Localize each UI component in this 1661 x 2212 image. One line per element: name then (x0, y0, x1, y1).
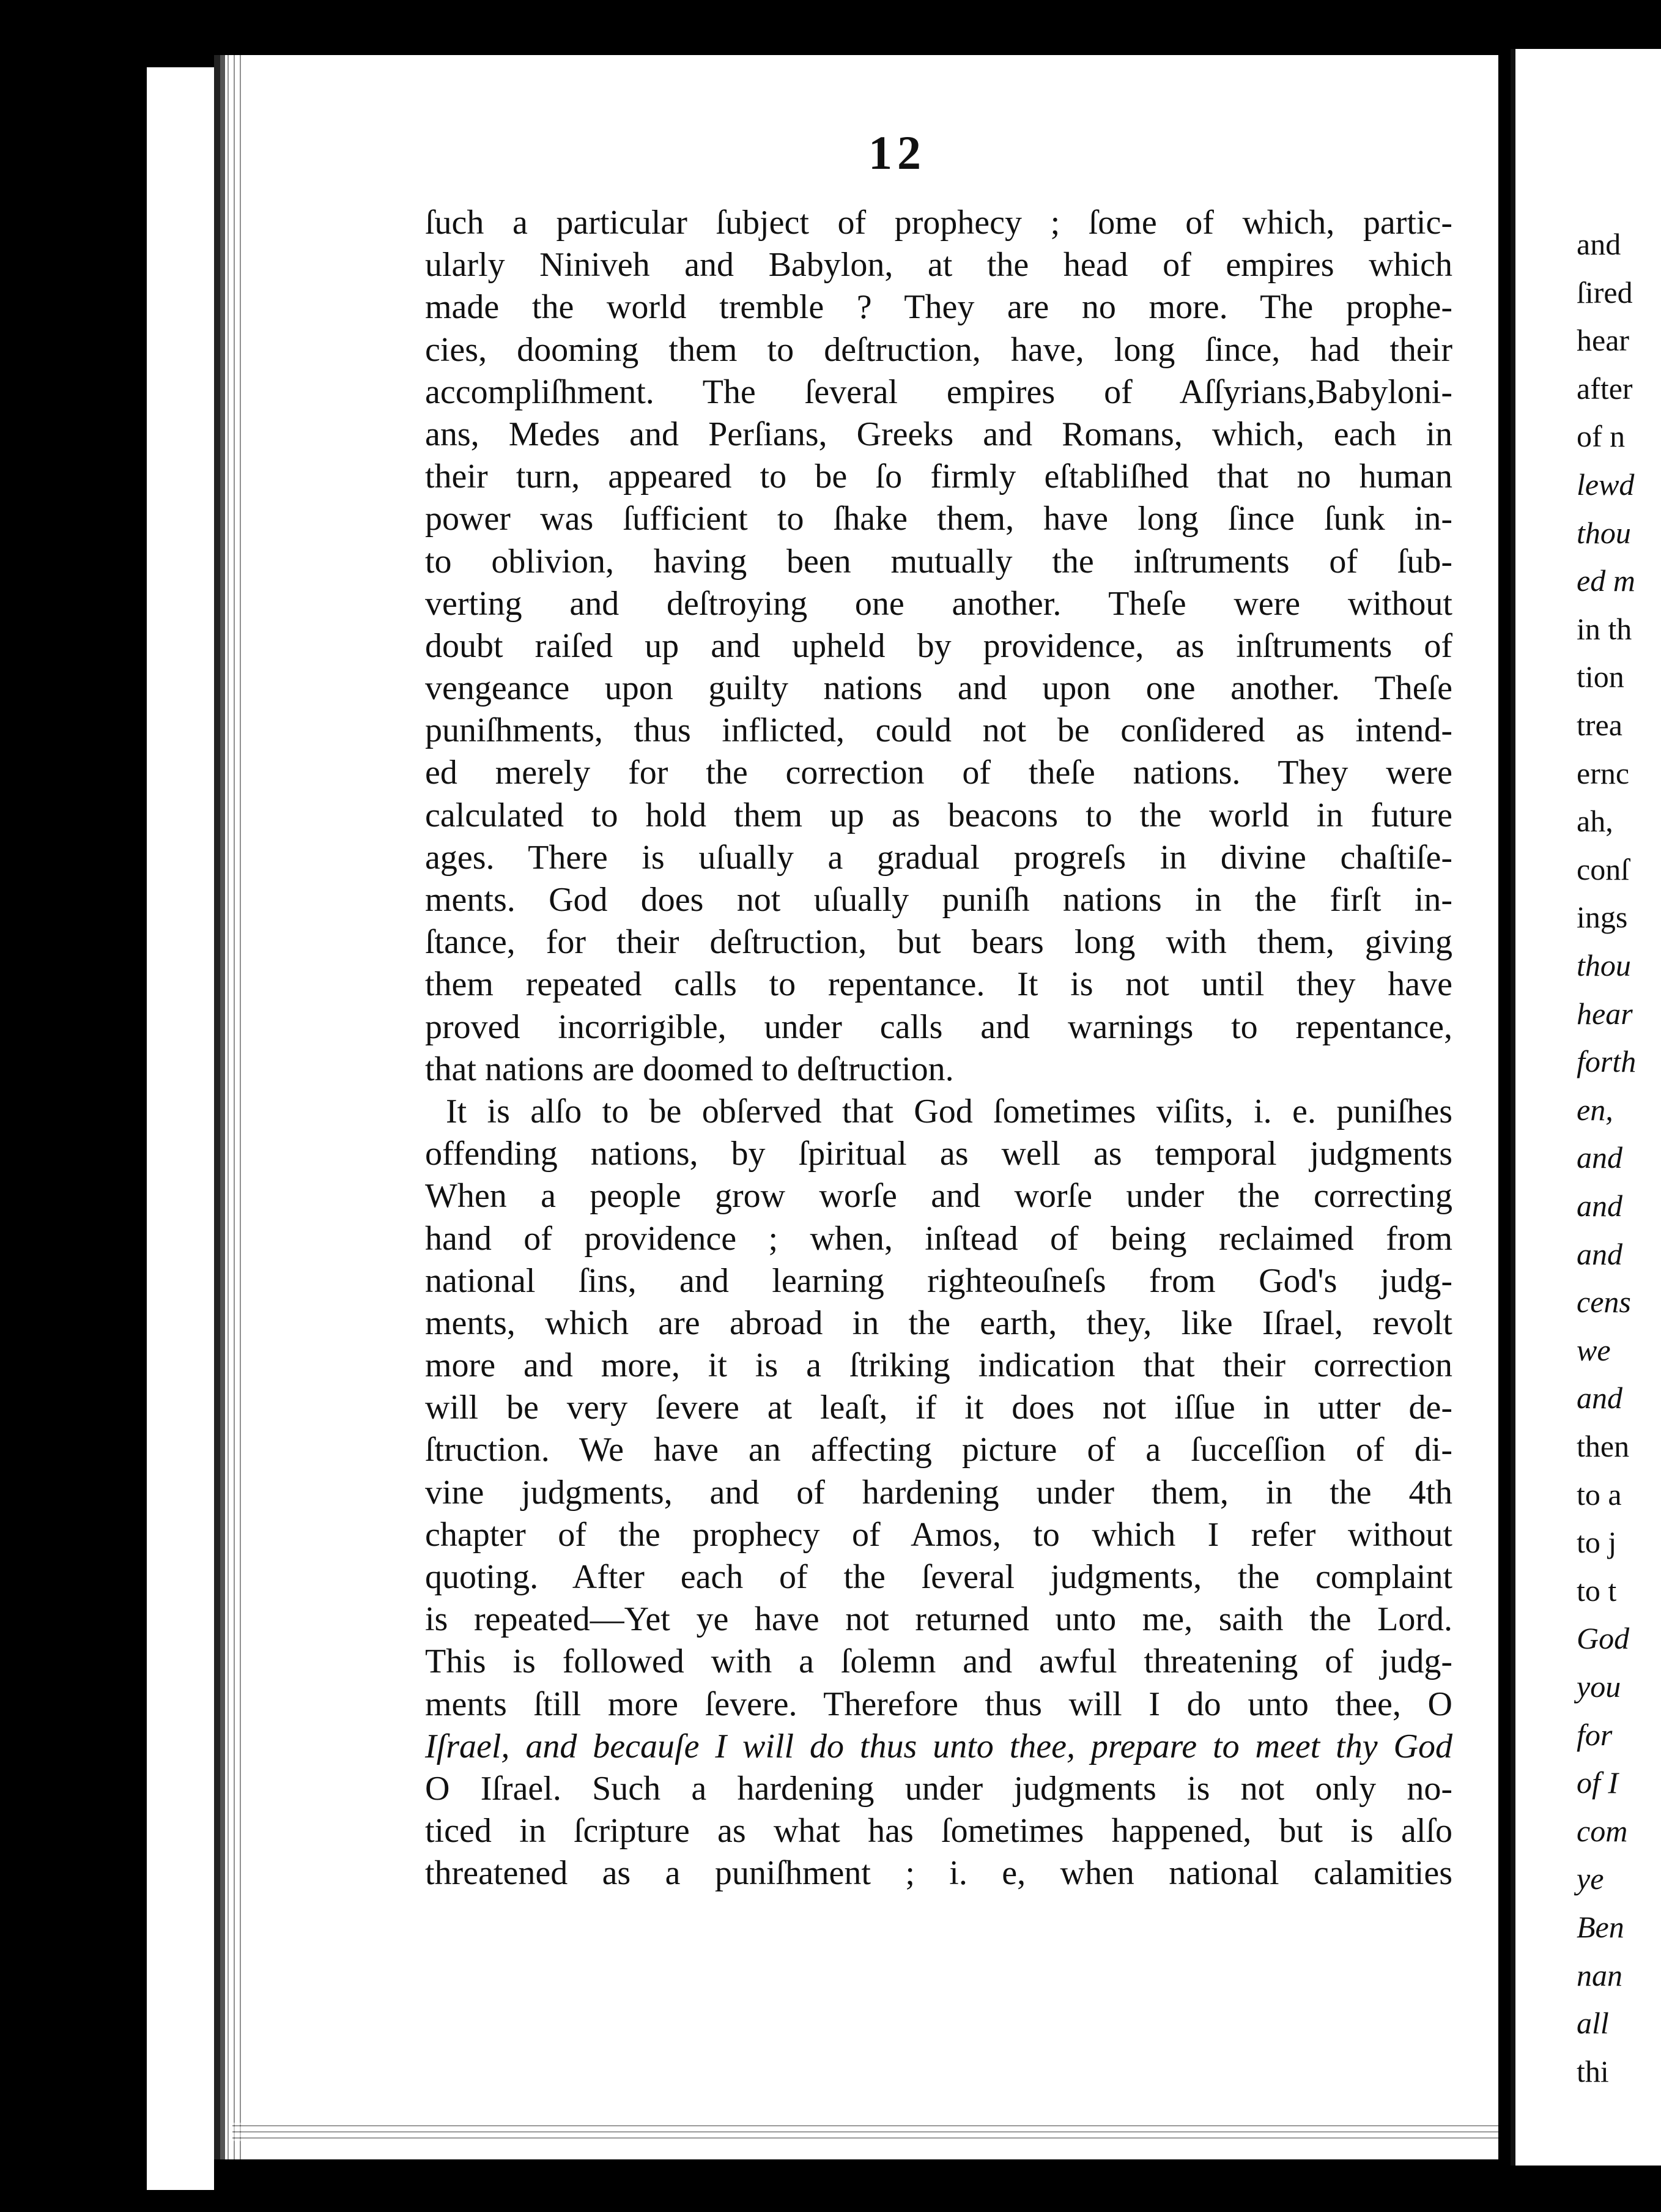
facing-page-line: lewd (1577, 467, 1635, 502)
facing-page-line: thou (1577, 948, 1631, 982)
body-text (425, 202, 1452, 1895)
text-line: will be very ſevere at leaſt, if it does not iſſue in utter de- (425, 1389, 1452, 1427)
facing-page-line: you (1577, 1669, 1621, 1704)
text-line: proved incorrigible, under calls and warnings to repentance, (425, 1008, 1452, 1046)
text-line: offending nations, by ſpiritual as well as temporal judgments (425, 1135, 1452, 1173)
facing-page-line: ed m (1577, 563, 1635, 598)
text-line: Iſrael, and becauſe I will do thus unto thee, prepare to meet thy God (425, 1727, 1452, 1765)
facing-page-line: ah, (1577, 804, 1613, 839)
facing-page-line: ſired (1577, 275, 1633, 310)
facing-page-line: of I (1577, 1765, 1619, 1800)
facing-page-line: God (1577, 1621, 1630, 1656)
facing-page-line: ye (1577, 1861, 1604, 1896)
facing-page-line: conſ (1577, 852, 1630, 886)
text-line: more and more, it is a ſtriking indication that their correction (425, 1346, 1452, 1385)
facing-page-line: thi (1577, 2054, 1609, 2088)
facing-page-line: hear (1577, 996, 1633, 1031)
facing-page-line: ings (1577, 900, 1628, 935)
facing-page-line: all (1577, 2006, 1609, 2041)
text-line: national ſins, and learning righteouſneſs from God's judg- (425, 1261, 1452, 1300)
facing-page-line: of n (1577, 419, 1626, 454)
text-line: doubt raiſed up and upheld by providence, as inſtruments of (425, 626, 1452, 665)
book-page (214, 55, 1498, 2159)
facing-page-line: and (1577, 1140, 1622, 1175)
text-line: cies, dooming them to deſtruction, have, long ſince, had their (425, 330, 1452, 369)
facing-page-fragment (1511, 49, 1661, 2166)
text-line: quoting. After each of the ſeveral judgments, the complaint (425, 1558, 1452, 1596)
text-line: This is followed with a ſolemn and awful threatening of judg- (425, 1642, 1452, 1681)
text-line: puniſhments, thus inflicted, could not be conſidered as intend- (425, 711, 1452, 750)
text-line: accompliſhment. The ſeveral empires of Aſſyrians,Babyloni- (425, 373, 1452, 411)
facing-page-line: then (1577, 1429, 1630, 1463)
facing-page-line: com (1577, 1813, 1628, 1848)
text-line: ticed in ſcripture as what has ſometimes happened, but is alſo (425, 1812, 1452, 1850)
facing-page-line: trea (1577, 708, 1622, 742)
text-line: calculated to hold them up as beacons to the world in future (425, 796, 1452, 834)
text-line: ments ſtill more ſevere. Therefore thus will I do unto thee, O (425, 1685, 1452, 1723)
text-line: chapter of the prophecy of Amos, to which I refer without (425, 1515, 1452, 1554)
text-line: to oblivion, having been mutually the inſtruments of ſub- (425, 542, 1452, 581)
facing-page-line: and (1577, 227, 1621, 261)
facing-page-line: Ben (1577, 1910, 1624, 1944)
facing-page-line: nan (1577, 1958, 1622, 1992)
text-line: ages. There is uſually a gradual progreſs in divine chaſtiſe- (425, 838, 1452, 877)
facing-page-line: forth (1577, 1044, 1637, 1079)
facing-page-line: thou (1577, 515, 1631, 550)
text-line: O Iſrael. Such a hardening under judgments is not only no- (425, 1769, 1452, 1808)
text-line: them repeated calls to repentance. It is not until they have (425, 965, 1452, 1004)
previous-page-edge (147, 67, 214, 2190)
facing-page-line: to j (1577, 1525, 1617, 1560)
text-line: ſtruction. We have an affecting picture of a ſucceſſion of di- (425, 1431, 1452, 1469)
facing-page-line: and (1577, 1236, 1622, 1271)
facing-page-line: tion (1577, 659, 1624, 694)
text-line: power was ſufficient to ſhake them, have long ſince ſunk in- (425, 500, 1452, 538)
text-line: vine judgments, and of hardening under them, in the 4th (425, 1473, 1452, 1512)
text-line: ularly Niniveh and Babylon, at the head of empires which (425, 246, 1452, 284)
facing-page-line: after (1577, 371, 1633, 406)
facing-page-line: we (1577, 1332, 1611, 1367)
facing-page-line: cens (1577, 1285, 1631, 1319)
text-line: ed merely for the correction of theſe nations. They were (425, 754, 1452, 792)
facing-page-line: and (1577, 1189, 1622, 1223)
text-line: ans, Medes and Perſians, Greeks and Romans, which, each in (425, 415, 1452, 453)
text-line: ſtance, for their deſtruction, but bears long with them, giving (425, 923, 1452, 962)
text-line: threatened as a puniſhment ; i. e, when national calamities (425, 1854, 1452, 1893)
facing-page-line: in th (1577, 611, 1632, 646)
text-line: vengeance upon guilty nations and upon one another. Theſe (425, 669, 1452, 708)
text-line: ments, which are abroad in the earth, they, like Iſrael, revolt (425, 1304, 1452, 1342)
facing-page-line: and (1577, 1381, 1622, 1416)
facing-page-line: ernc (1577, 755, 1630, 790)
text-line: verting and deſtroying one another. Theſe were without (425, 584, 1452, 623)
facing-page-line: to a (1577, 1477, 1622, 1512)
text-line: ments. God does not uſually puniſh nations in the firſt in- (425, 881, 1452, 919)
facing-page-line: hear (1577, 323, 1630, 358)
text-line: hand of providence ; when, inſtead of being reclaimed from (425, 1219, 1452, 1258)
text-line: ſuch a particular ſubject of prophecy ; ſome of which, partic- (425, 204, 1452, 242)
text-line: that nations are doomed to deſtruction. (425, 1050, 954, 1088)
text-line: made the world tremble ? They are no more. The prophe- (425, 288, 1452, 327)
text-line: It is alſo to be obſerved that God ſometimes viſits, i. e. puniſhes (446, 1092, 1452, 1130)
facing-page-line: for (1577, 1717, 1613, 1752)
text-line: their turn, appeared to be ſo firmly eſtabliſhed that no human (425, 458, 1452, 496)
text-line: is repeated—Yet ye have not returned unto me, saith the Lord. (425, 1600, 1452, 1639)
facing-page-line: en, (1577, 1092, 1613, 1127)
text-line: When a people grow worſe and worſe under the correcting (425, 1177, 1452, 1215)
facing-page-line: to t (1577, 1573, 1617, 1608)
page-number: 12 (868, 126, 926, 179)
